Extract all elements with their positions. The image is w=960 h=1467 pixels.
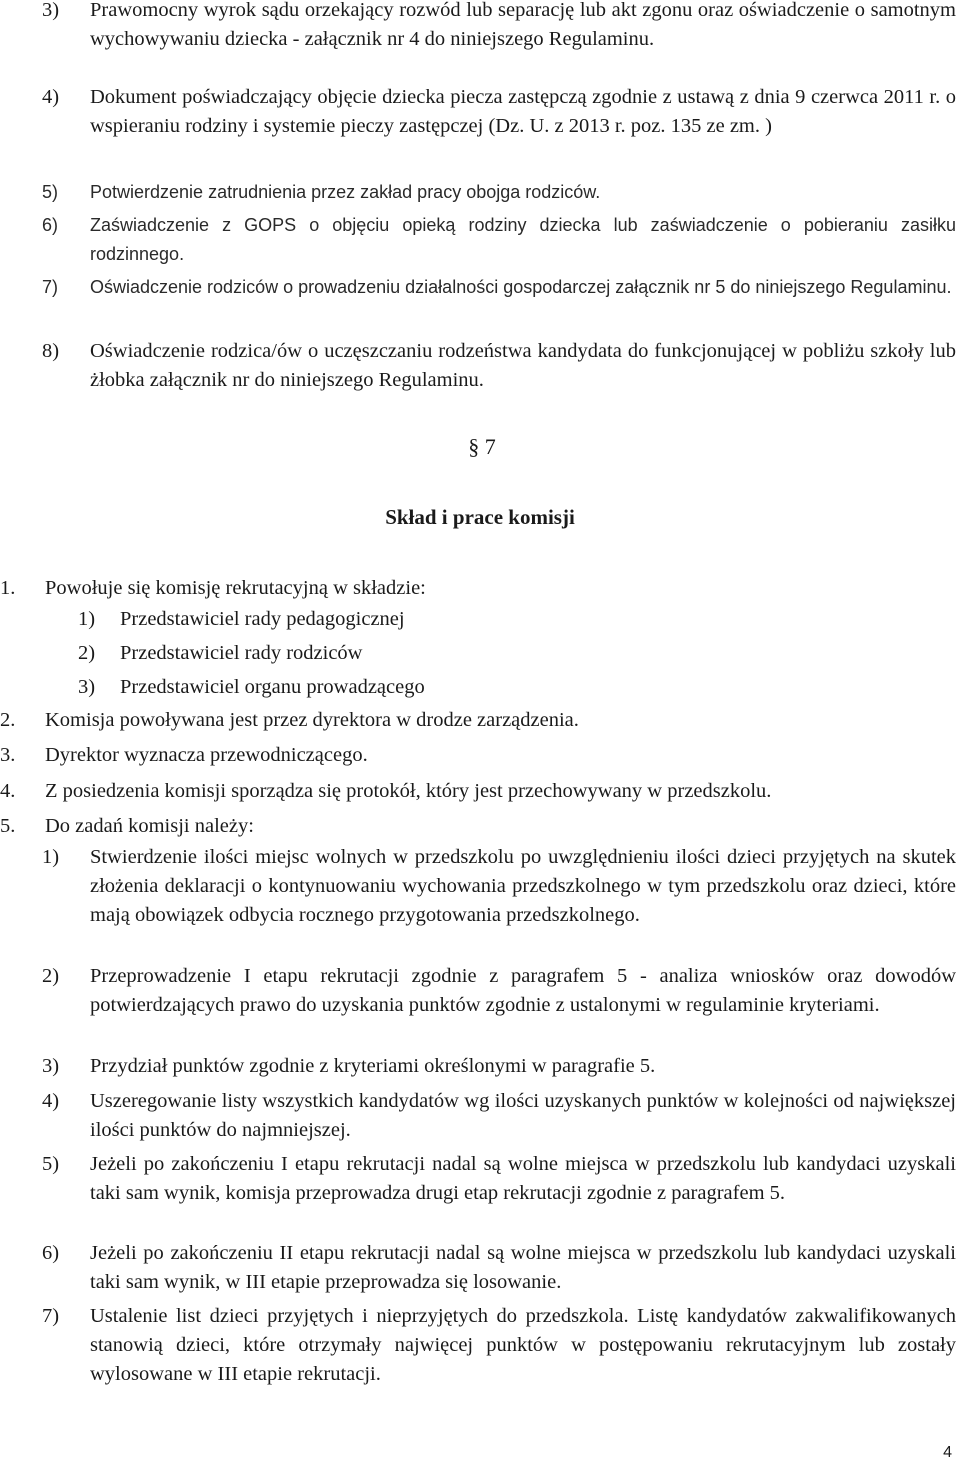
list-item-text: Dokument poświadczający objęcie dziecka piecza zastępczą zgodnie z ustawą z dnia 9 czerwca 2011 r. o wspieraniu rodziny i systemie pieczy zastępczej (Dz. U. z 2013 r. poz. 135 ze zm. ) (90, 86, 956, 137)
list-item-number: 1. (0, 577, 16, 599)
list-item (0, 574, 956, 603)
list-item-text: Przedstawiciel organu prowadzącego (120, 676, 425, 698)
list-item-text: Przedstawiciel rady pedagogicznej (120, 608, 405, 630)
list-item-text: Jeżeli po zakończeniu I etapu rekrutacji nadal są wolne miejsca w przedszkolu lub kandydaci uzyskali taki sam wynik, komisja przeprowadza drugi etap rekrutacji zgodnie z paragrafem 5. (90, 1153, 956, 1204)
list-item (0, 1087, 956, 1145)
section-title: Skład i prace komisji (385, 505, 575, 529)
list-item (0, 0, 956, 54)
list-item (0, 337, 956, 395)
list-item-number: 3) (78, 676, 96, 698)
list-item-text: Prawomocny wyrok sądu orzekający rozwód lub separację lub akt zgonu oraz oświadczenie o samotnym wychowywaniu dziecka - załącznik nr 4 do niniejszego Regulaminu. (90, 0, 956, 50)
list-item (0, 83, 956, 141)
list-item (0, 673, 956, 702)
list-item-number: 3. (0, 744, 16, 766)
list-item-number: 6) (42, 1242, 60, 1264)
page-number: 4 (943, 1444, 952, 1461)
list-item-number: 3) (42, 1055, 60, 1077)
list-item-number: 7) (42, 1305, 60, 1327)
list-item-text: Stwierdzenie ilości miejsc wolnych w przedszkolu po uwzględnieniu ilości dzieci przyjętych na skutek złożenia deklaracji o kontynuowaniu wychowania przedszkolnego w tym przedszkolu oraz dzieci, które mają obowiązek odbycia rocznego przygotowania przedszkolnego. (90, 846, 956, 926)
list-item (0, 843, 956, 930)
list-item-number: 8) (42, 340, 60, 362)
list-item-number: 5) (42, 1153, 60, 1175)
list-item-number: 5. (0, 815, 16, 837)
list-item-text: Przeprowadzenie I etapu rekrutacji zgodnie z paragrafem 5 - analiza wniosków oraz dowodów potwierdzających prawo do uzyskania punktów zgodnie z ustalonymi w regulaminie kryteriami. (90, 965, 956, 1016)
section-symbol: § 7 (468, 434, 496, 459)
list-item-text: Zaświadczenie z GOPS o objęciu opieką rodziny dziecka lub zaświadczenie o pobieraniu zasiłku rodzinnego. (90, 215, 956, 264)
list-item (0, 1239, 956, 1297)
list-item-number: 5) (42, 182, 59, 202)
list-item-number: 2) (78, 642, 96, 664)
list-item-text: Powołuje się komisję rekrutacyjną w składzie: (45, 577, 426, 599)
list-item (0, 1150, 956, 1208)
list-item-number: 1) (42, 846, 60, 868)
list-item-text: Oświadczenie rodzica/ów o uczęszczaniu rodzeństwa kandydata do funkcjonującej w pobliżu szkoły lub żłobka załącznik nr do niniejszego Regulaminu. (90, 340, 956, 391)
list-item-number: 1) (78, 608, 96, 630)
list-item-number: 2. (0, 709, 16, 731)
list-item (0, 706, 956, 735)
list-item-number: 6) (42, 215, 59, 235)
list-item (0, 1302, 956, 1389)
list-item (0, 273, 956, 302)
list-item-text: Przedstawiciel rady rodziców (120, 642, 363, 664)
list-item-text: Oświadczenie rodziców o prowadzeniu działalności gospodarczej załącznik nr 5 do niniejszego Regulaminu. (90, 277, 952, 297)
list-item (0, 812, 956, 841)
list-item-text: Potwierdzenie zatrudnienia przez zakład pracy obojga rodziców. (90, 182, 601, 202)
list-item-number: 4) (42, 86, 60, 108)
list-item-number: 7) (42, 277, 59, 297)
list-item (0, 962, 956, 1020)
list-item-text: Komisja powoływana jest przez dyrektora w drodze zarządzenia. (45, 709, 579, 731)
list-item-text: Uszeregowanie listy wszystkich kandydatów wg ilości uzyskanych punktów w kolejności od największej ilości punktów do najmniejszej. (90, 1090, 956, 1141)
list-item-text: Przydział punktów zgodnie z kryteriami określonymi w paragrafie 5. (90, 1055, 656, 1077)
list-item (0, 777, 956, 806)
list-item (0, 639, 956, 668)
list-item (0, 741, 956, 770)
list-item (0, 178, 956, 207)
list-item-number: 4) (42, 1090, 60, 1112)
list-item-number: 4. (0, 780, 16, 802)
list-item-text: Do zadań komisji należy: (45, 815, 254, 837)
list-item (0, 1052, 956, 1081)
list-item-text: Jeżeli po zakończeniu II etapu rekrutacji nadal są wolne miejsca w przedszkolu lub kandydaci uzyskali taki sam wynik, w III etapie przeprowadza się losowanie. (90, 1242, 956, 1293)
list-item-text: Ustalenie list dzieci przyjętych i nieprzyjętych do przedszkola. Listę kandydatów zakwalifikowanych stanowią dzieci, które otrzymały najwięcej punktów w postępowaniu rekrutacyjnym lub zostały wylosowane w III etapie rekrutacji. (90, 1305, 956, 1385)
list-item-number: 3) (42, 0, 60, 21)
list-item (0, 605, 956, 634)
list-item (0, 211, 956, 269)
list-item-text: Dyrektor wyznacza przewodniczącego. (45, 744, 368, 766)
list-item-text: Z posiedzenia komisji sporządza się protokół, który jest przechowywany w przedszkolu. (45, 780, 772, 802)
list-item-number: 2) (42, 965, 60, 987)
